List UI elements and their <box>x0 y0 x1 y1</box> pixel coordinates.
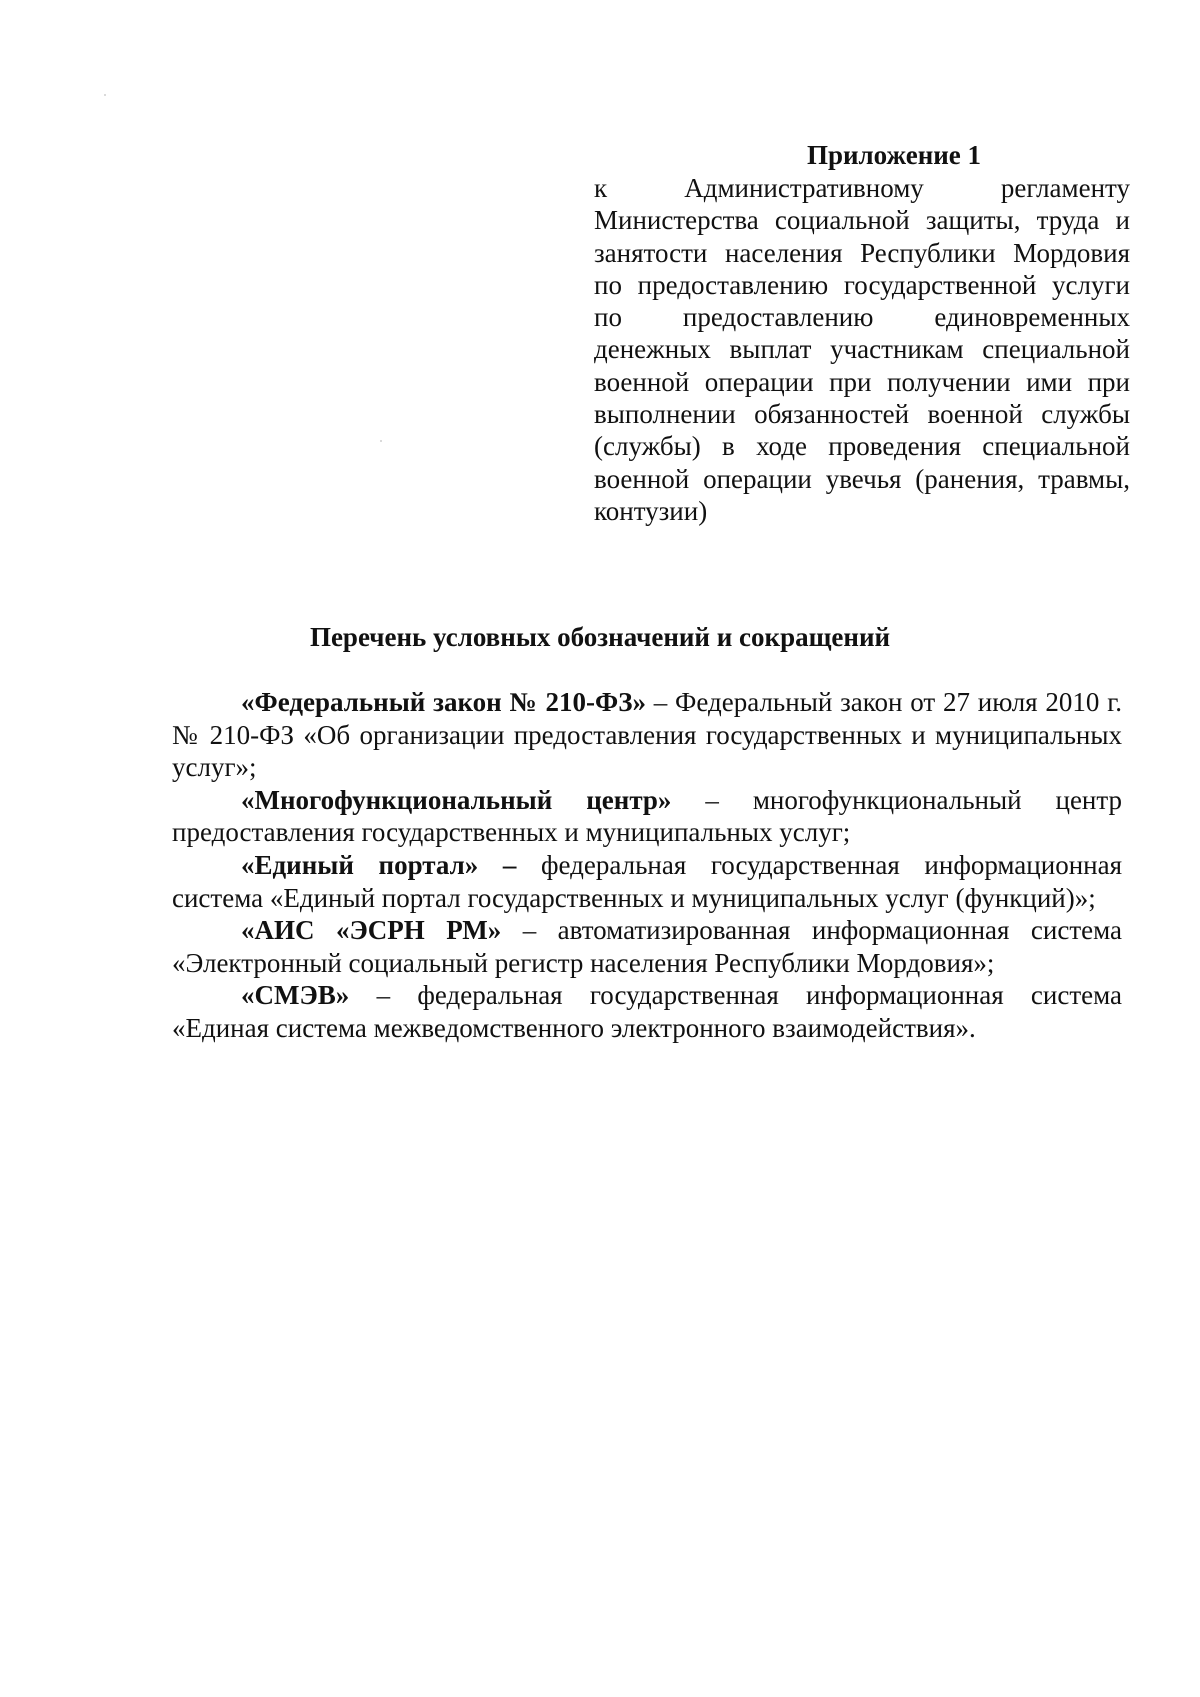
document-title: Перечень условных обозначений и сокращений <box>309 622 891 652</box>
definition-term: «СМЭВ» <box>241 980 350 1011</box>
definition-text: – Федеральный закон от 27 июля 2010 г. № 210-ФЗ «Об организации предоставления государственных и муниципальных услуг»; <box>172 687 1122 783</box>
definition-item <box>172 914 1122 979</box>
appendix-body: к Административному регламенту Министерства социальной защиты, труда и занятости населения Республики Мордовия по предоставлению государственной услуги по предоставлению единовременных денежных выплат участникам специальной военной операции при получении ими при выполнении обязанностей военной службы (службы) в ходе проведения специальной военной операции увечья (ранения, травмы, контузии) <box>594 173 1130 526</box>
appendix-title: Приложение 1 <box>806 140 982 170</box>
definition-text: – федеральная государственная информационная система «Единая система межведомственного электронного взаимодействия». <box>172 980 1122 1043</box>
definition-item <box>172 686 1122 784</box>
definition-term: «Федеральный закон № 210-ФЗ» <box>241 687 646 717</box>
definition-term: «АИС «ЭСРН РМ» <box>241 915 502 946</box>
definition-item <box>172 979 1122 1044</box>
definition-item <box>172 784 1122 849</box>
scan-speck <box>104 94 106 96</box>
definition-text: федеральная государственная информационная система «Единый портал государственных и муниципальных услуг (функций)»; <box>172 849 1122 913</box>
definitions-list <box>172 686 1122 1045</box>
scan-speck <box>380 440 382 442</box>
definition-text: – многофункциональный центр предоставления государственных и муниципальных услуг; <box>172 784 1123 848</box>
appendix-block <box>594 112 1130 527</box>
definition-term: «Единый портал» – <box>241 849 517 880</box>
definition-item <box>172 849 1122 914</box>
definition-term: «Многофункциональный центр» <box>241 784 672 815</box>
definition-text: – автоматизированная информационная система «Электронный социальный регистр населения Республики Мордовия»; <box>172 915 1122 978</box>
